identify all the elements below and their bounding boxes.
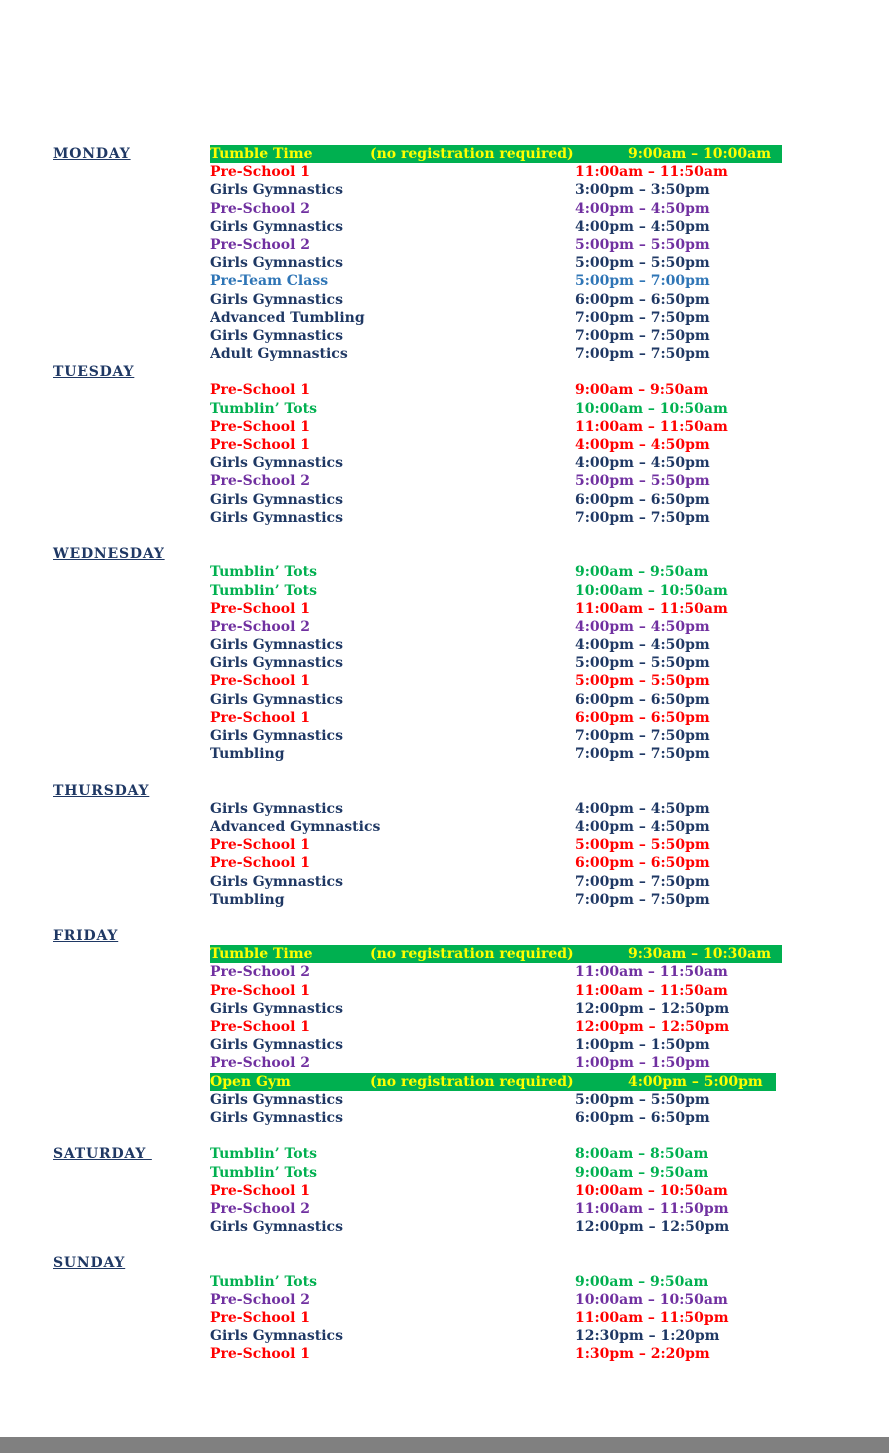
day-block-tuesday xyxy=(53,363,889,527)
day-column-cell xyxy=(53,1254,210,1272)
class-name: Girls Gymnastics xyxy=(210,455,343,472)
class-name: Tumblin’ Tots xyxy=(210,1164,317,1181)
day-column-cell xyxy=(53,563,210,581)
class-time: 9:00am – 9:50am xyxy=(575,382,709,399)
day-column-cell xyxy=(53,745,210,763)
class-time: 7:00pm – 7:50pm xyxy=(575,891,710,908)
class-time: 9:00am – 9:50am xyxy=(575,564,709,581)
day-column-cell xyxy=(53,163,210,181)
no-registration-note: (no registration required) xyxy=(370,946,574,963)
class-row xyxy=(53,818,889,836)
class-name: Pre-School 1 xyxy=(210,600,311,617)
day-column-cell xyxy=(53,618,210,636)
class-row xyxy=(53,163,889,181)
class-name: Pre-School 1 xyxy=(210,418,311,435)
day-column-cell xyxy=(53,381,210,399)
day-header-row xyxy=(53,782,889,800)
class-name: Girls Gymnastics xyxy=(210,327,343,344)
class-row xyxy=(53,491,889,509)
day-column-cell xyxy=(53,1327,210,1345)
class-time: 5:00pm – 7:00pm xyxy=(575,273,710,290)
class-row xyxy=(53,1218,889,1236)
day-column-cell xyxy=(53,1091,210,1109)
class-row xyxy=(53,1164,889,1182)
highlighted-class-bar xyxy=(210,945,782,963)
day-header: SUNDAY xyxy=(53,1255,126,1272)
day-column-cell xyxy=(53,236,210,254)
day-column-cell xyxy=(53,945,210,963)
day-column-cell xyxy=(53,854,210,872)
class-name: Pre-School 2 xyxy=(210,473,311,490)
class-time: 7:00pm – 7:50pm xyxy=(575,728,710,744)
class-name: Pre-School 1 xyxy=(210,1346,311,1363)
class-time: 8:00am – 8:50am xyxy=(575,1146,709,1163)
class-name: Pre-School 1 xyxy=(210,982,311,999)
class-name: Girls Gymnastics xyxy=(210,1091,343,1108)
class-name: Advanced Tumbling xyxy=(210,309,365,326)
day-column-cell xyxy=(53,181,210,199)
day-column-cell xyxy=(53,1018,210,1036)
class-name: Pre-School 2 xyxy=(210,200,311,217)
class-time: 4:00pm – 5:00pm xyxy=(628,1073,763,1090)
class-row xyxy=(53,654,889,672)
day-column-cell xyxy=(53,927,210,945)
day-column-cell xyxy=(53,254,210,272)
class-name: Girls Gymnastics xyxy=(210,291,343,308)
class-name: Girls Gymnastics xyxy=(210,1328,343,1345)
day-header: FRIDAY xyxy=(53,928,119,945)
class-name: Girls Gymnastics xyxy=(210,218,343,235)
class-row xyxy=(53,563,889,581)
day-column-cell xyxy=(53,418,210,436)
highlighted-class-bar xyxy=(210,1073,776,1091)
class-time: 5:00pm – 5:50pm xyxy=(575,236,710,253)
class-time: 11:00am – 11:50pm xyxy=(575,1200,729,1217)
class-row xyxy=(53,1018,889,1036)
class-row xyxy=(53,854,889,872)
class-time: 10:00am – 10:50am xyxy=(575,400,728,417)
day-column-cell xyxy=(53,1073,210,1091)
class-time: 5:00pm – 5:50pm xyxy=(575,255,710,272)
class-name: Girls Gymnastics xyxy=(210,182,343,199)
day-column-cell xyxy=(53,472,210,490)
class-time: 5:00pm – 5:50pm xyxy=(575,673,710,690)
class-row xyxy=(53,691,889,709)
class-time: 6:00pm – 6:50pm xyxy=(575,1109,710,1126)
day-block-monday xyxy=(53,145,889,363)
class-row xyxy=(53,1309,889,1327)
day-column-cell xyxy=(53,291,210,309)
class-row xyxy=(53,672,889,690)
class-row xyxy=(53,1200,889,1218)
class-row xyxy=(53,327,889,345)
class-time: 9:00am – 9:50am xyxy=(575,1273,709,1290)
day-block-thursday xyxy=(53,782,889,909)
class-row xyxy=(53,1000,889,1018)
class-name: Pre-School 1 xyxy=(210,1182,311,1199)
class-name: Pre-School 1 xyxy=(210,437,311,453)
class-name: Pre-School 2 xyxy=(210,1291,311,1308)
day-column-cell xyxy=(53,582,210,600)
day-column-cell xyxy=(53,363,210,381)
day-column-cell xyxy=(53,1054,210,1072)
day-header: WEDNESDAY xyxy=(53,546,165,563)
class-row xyxy=(53,727,889,745)
day-header: MONDAY xyxy=(53,146,131,162)
class-time: 3:00pm – 3:50pm xyxy=(575,182,710,199)
day-header: SATURDAY xyxy=(53,1146,152,1163)
day-block-friday xyxy=(53,927,889,1127)
day-column-cell xyxy=(53,963,210,981)
class-row xyxy=(53,181,889,199)
class-row xyxy=(53,582,889,600)
class-row xyxy=(53,472,889,490)
class-name: Tumblin’ Tots xyxy=(210,582,317,599)
class-time: 11:00am – 11:50am xyxy=(575,164,728,181)
class-row xyxy=(53,636,889,654)
class-time: 11:00am – 11:50pm xyxy=(575,1310,729,1326)
class-name: Tumble Time xyxy=(210,146,313,162)
class-time: 7:00pm – 7:50pm xyxy=(575,509,710,526)
day-column-cell xyxy=(53,1182,210,1200)
weekly-class-schedule xyxy=(53,145,889,1364)
class-name: Girls Gymnastics xyxy=(210,1000,343,1017)
class-time: 10:00am – 10:50am xyxy=(575,1182,728,1199)
day-column-cell xyxy=(53,800,210,818)
class-name: Tumblin’ Tots xyxy=(210,1146,317,1163)
class-row xyxy=(53,418,889,436)
class-row xyxy=(53,218,889,236)
class-row xyxy=(53,963,889,981)
class-row xyxy=(53,745,889,763)
class-time: 1:00pm – 1:50pm xyxy=(575,1055,710,1072)
day-column-cell xyxy=(53,1345,210,1363)
class-time: 6:00pm – 6:50pm xyxy=(575,691,710,708)
class-time: 7:00pm – 7:50pm xyxy=(575,327,710,344)
day-column-cell xyxy=(53,545,210,563)
class-name: Girls Gymnastics xyxy=(210,691,343,708)
class-name: Adult Gymnastics xyxy=(210,346,348,363)
class-name: Girls Gymnastics xyxy=(210,800,343,817)
day-column-cell xyxy=(53,600,210,618)
day-block-wednesday xyxy=(53,545,889,763)
day-column-cell xyxy=(53,782,210,800)
class-name: Pre-School 1 xyxy=(210,164,311,181)
class-name: Girls Gymnastics xyxy=(210,728,343,744)
day-column-cell xyxy=(53,327,210,345)
class-row xyxy=(53,873,889,891)
page-bottom-gray-bar xyxy=(0,1437,889,1453)
class-row xyxy=(53,709,889,727)
day-column-cell xyxy=(53,1291,210,1309)
class-time: 1:00pm – 1:50pm xyxy=(575,1037,710,1054)
class-row xyxy=(53,836,889,854)
day-column-cell xyxy=(53,509,210,527)
class-time: 9:30am – 10:30am xyxy=(628,946,772,963)
class-name: Tumblin’ Tots xyxy=(210,400,317,417)
class-name: Girls Gymnastics xyxy=(210,1037,343,1054)
class-time: 6:00pm – 6:50pm xyxy=(575,491,710,508)
class-time: 11:00am – 11:50am xyxy=(575,964,728,981)
class-row xyxy=(53,454,889,472)
day-column-cell xyxy=(53,891,210,909)
class-row xyxy=(53,891,889,909)
class-row xyxy=(53,309,889,327)
day-column-cell xyxy=(53,1036,210,1054)
class-row xyxy=(53,1327,889,1345)
day-block-sunday xyxy=(53,1254,889,1363)
class-name: Girls Gymnastics xyxy=(210,509,343,526)
day-column-cell xyxy=(53,1109,210,1127)
day-column-cell xyxy=(53,200,210,218)
class-time: 1:30pm – 2:20pm xyxy=(575,1346,710,1363)
class-row xyxy=(53,200,889,218)
day-column-cell xyxy=(53,1218,210,1236)
class-name: Tumblin’ Tots xyxy=(210,1273,317,1290)
class-name: Girls Gymnastics xyxy=(210,655,343,672)
class-time: 4:00pm – 4:50pm xyxy=(575,455,710,472)
day-column-cell xyxy=(53,709,210,727)
class-name: Pre-School 1 xyxy=(210,837,311,854)
day-column-cell xyxy=(53,1200,210,1218)
class-name: Girls Gymnastics xyxy=(210,255,343,272)
class-row xyxy=(53,381,889,399)
class-row xyxy=(53,1145,889,1163)
class-time: 11:00am – 11:50am xyxy=(575,982,728,999)
class-name: Advanced Gymnastics xyxy=(210,818,381,835)
class-name: Pre-School 1 xyxy=(210,1310,311,1326)
class-time: 4:00pm – 4:50pm xyxy=(575,818,710,835)
class-time: 4:00pm – 4:50pm xyxy=(575,218,710,235)
class-name: Pre-School 1 xyxy=(210,1019,311,1035)
class-time: 4:00pm – 4:50pm xyxy=(575,637,710,654)
day-column-cell xyxy=(53,491,210,509)
class-row xyxy=(53,236,889,254)
day-column-cell xyxy=(53,727,210,745)
class-time: 12:00pm – 12:50pm xyxy=(575,1219,730,1236)
class-row xyxy=(53,1182,889,1200)
class-row xyxy=(53,436,889,454)
class-row xyxy=(53,345,889,363)
class-row xyxy=(53,400,889,418)
class-row xyxy=(53,1054,889,1072)
class-name: Pre-School 2 xyxy=(210,236,311,253)
class-name: Open Gym xyxy=(210,1073,291,1090)
day-column-cell xyxy=(53,400,210,418)
class-name: Girls Gymnastics xyxy=(210,637,343,654)
class-row xyxy=(53,1291,889,1309)
class-time: 6:00pm – 6:50pm xyxy=(575,709,710,726)
day-column-cell xyxy=(53,218,210,236)
class-row xyxy=(53,1073,889,1091)
class-time: 12:30pm – 1:20pm xyxy=(575,1328,720,1345)
day-column-cell xyxy=(53,654,210,672)
class-name: Pre-School 1 xyxy=(210,709,311,726)
day-column-cell xyxy=(53,345,210,363)
class-time: 5:00pm – 5:50pm xyxy=(575,655,710,672)
class-time: 9:00am – 10:00am xyxy=(628,146,772,162)
class-row xyxy=(53,145,889,163)
class-time: 5:00pm – 5:50pm xyxy=(575,837,710,854)
day-header: THURSDAY xyxy=(53,782,150,799)
class-name: Tumble Time xyxy=(210,946,313,963)
class-time: 7:00pm – 7:50pm xyxy=(575,746,710,763)
class-name: Pre-School 1 xyxy=(210,382,311,399)
day-column-cell xyxy=(53,1164,210,1182)
class-time: 5:00pm – 5:50pm xyxy=(575,473,710,490)
class-row xyxy=(53,272,889,290)
class-row xyxy=(53,1345,889,1363)
day-column-cell xyxy=(53,1309,210,1327)
class-name: Girls Gymnastics xyxy=(210,873,343,890)
class-time: 4:00pm – 4:50pm xyxy=(575,437,710,453)
class-time: 7:00pm – 7:50pm xyxy=(575,346,710,363)
class-name: Tumblin’ Tots xyxy=(210,564,317,581)
day-block-saturday xyxy=(53,1145,889,1236)
class-time: 6:00pm – 6:50pm xyxy=(575,855,710,872)
day-column-cell xyxy=(53,454,210,472)
class-row xyxy=(53,509,889,527)
class-time: 10:00am – 10:50am xyxy=(575,582,728,599)
class-row xyxy=(53,1109,889,1127)
day-column-cell xyxy=(53,272,210,290)
class-row xyxy=(53,1273,889,1291)
day-column-cell xyxy=(53,145,210,163)
class-row xyxy=(53,982,889,1000)
class-row xyxy=(53,1036,889,1054)
day-column-cell xyxy=(53,818,210,836)
class-time: 7:00pm – 7:50pm xyxy=(575,309,710,326)
day-column-cell xyxy=(53,672,210,690)
class-row xyxy=(53,800,889,818)
class-time: 12:00pm – 12:50pm xyxy=(575,1000,730,1017)
class-time: 7:00pm – 7:50pm xyxy=(575,873,710,890)
day-header-row xyxy=(53,545,889,563)
class-name: Girls Gymnastics xyxy=(210,491,343,508)
class-time: 11:00am – 11:50am xyxy=(575,600,728,617)
class-row xyxy=(53,254,889,272)
class-row xyxy=(53,1091,889,1109)
class-name: Pre-School 2 xyxy=(210,1055,311,1072)
no-registration-note: (no registration required) xyxy=(370,146,574,162)
class-name: Girls Gymnastics xyxy=(210,1219,343,1236)
day-column-cell xyxy=(53,1273,210,1291)
day-column-cell xyxy=(53,309,210,327)
class-row xyxy=(53,291,889,309)
class-name: Pre-School 2 xyxy=(210,964,311,981)
class-row xyxy=(53,945,889,963)
class-name: Pre-Team Class xyxy=(210,273,329,290)
class-time: 4:00pm – 4:50pm xyxy=(575,618,710,635)
class-time: 11:00am – 11:50am xyxy=(575,418,728,435)
highlighted-class-bar xyxy=(210,145,782,163)
day-column-cell xyxy=(53,873,210,891)
class-name: Tumbling xyxy=(210,746,285,763)
day-column-cell xyxy=(53,436,210,454)
day-column-cell xyxy=(53,1145,210,1163)
class-name: Girls Gymnastics xyxy=(210,1109,343,1126)
day-column-cell xyxy=(53,691,210,709)
no-registration-note: (no registration required) xyxy=(370,1073,574,1090)
day-column-cell xyxy=(53,636,210,654)
day-column-cell xyxy=(53,982,210,1000)
class-time: 12:00pm – 12:50pm xyxy=(575,1019,730,1035)
class-time: 5:00pm – 5:50pm xyxy=(575,1091,710,1108)
day-header: TUESDAY xyxy=(53,364,135,381)
class-time: 6:00pm – 6:50pm xyxy=(575,291,710,308)
day-column-cell xyxy=(53,1000,210,1018)
class-row xyxy=(53,618,889,636)
class-name: Pre-School 1 xyxy=(210,673,311,690)
day-header-row xyxy=(53,927,889,945)
day-column-cell xyxy=(53,836,210,854)
class-time: 10:00am – 10:50am xyxy=(575,1291,728,1308)
class-name: Pre-School 1 xyxy=(210,855,311,872)
day-header-row xyxy=(53,363,889,381)
class-name: Pre-School 2 xyxy=(210,1200,311,1217)
class-time: 4:00pm – 4:50pm xyxy=(575,800,710,817)
class-time: 4:00pm – 4:50pm xyxy=(575,200,710,217)
class-name: Pre-School 2 xyxy=(210,618,311,635)
class-row xyxy=(53,600,889,618)
class-name: Tumbling xyxy=(210,891,285,908)
day-header-row xyxy=(53,1254,889,1272)
class-time: 9:00am – 9:50am xyxy=(575,1164,709,1181)
